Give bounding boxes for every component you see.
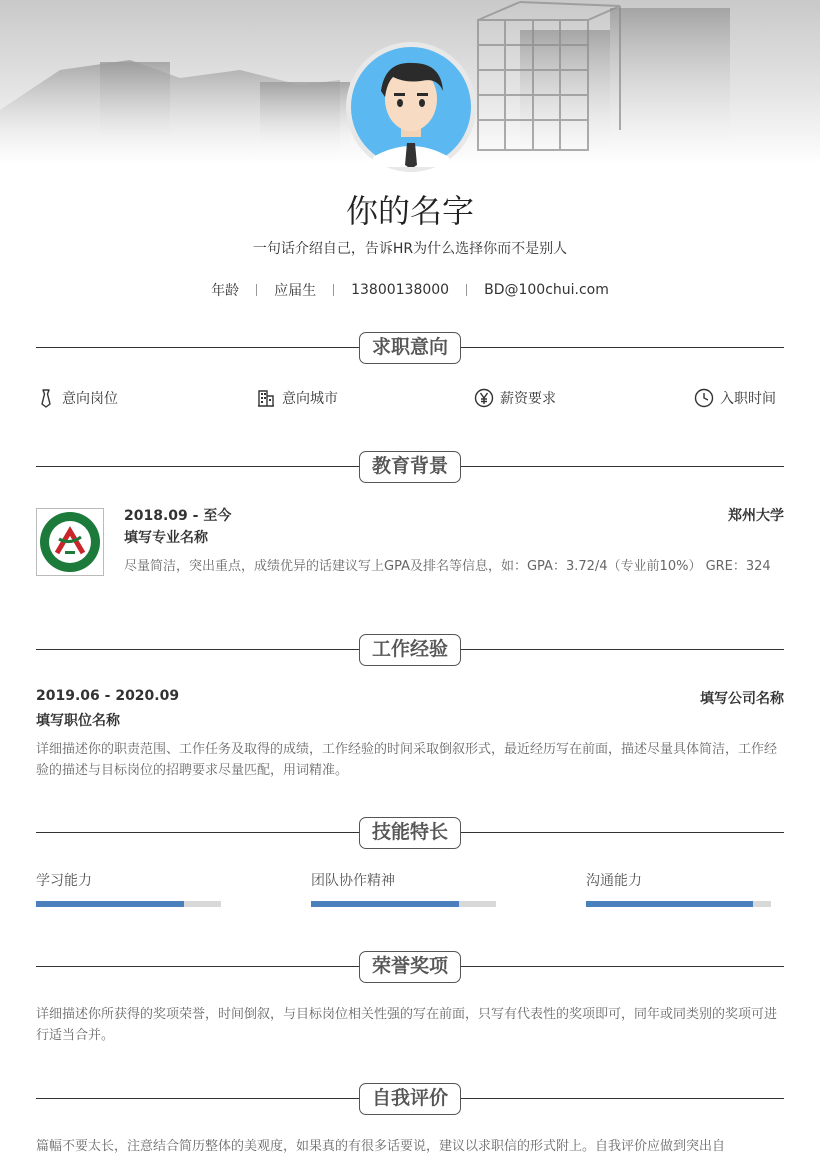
intent-start-label: 入职时间 — [720, 391, 776, 407]
tagline: 一句话介绍自己，告诉HR为什么选择你而不是别人 — [252, 241, 568, 257]
education-major: 填写专业名称 — [124, 530, 208, 546]
intent-position-label: 意向岗位 — [62, 391, 118, 407]
section-intent-heading — [36, 332, 784, 366]
intent-position — [36, 388, 118, 408]
avatar — [346, 42, 476, 172]
skill-bar-fill — [36, 901, 184, 907]
intent-salary-label: 薪资要求 — [500, 391, 556, 407]
self-evaluation-description: 篇幅不要太长，注意结合简历整体的美观度，如果真的有很多话要说，建议以求职信的形式附上。自我评价应做到突出自 — [36, 1139, 726, 1154]
skill-bar-track — [311, 901, 496, 907]
candidate-name: 你的名字 — [345, 192, 474, 230]
section-work-heading — [36, 634, 784, 668]
skill-bar-track — [586, 901, 771, 907]
skill-bar-fill — [311, 901, 459, 907]
honors-description: 详细描述你所获得的奖项荣誉，时间倒叙，与目标岗位相关性强的写在前面，只写有代表性的奖项即可，同年或同类别的奖项可进行适当合并。 — [36, 1007, 778, 1043]
skill-bar-fill — [586, 901, 753, 907]
education-description: 尽量简洁，突出重点，成绩优异的话建议写上GPA及排名等信息，如：GPA：3.72/4（专业前10%） GRE：324 — [124, 559, 771, 574]
skill-bar-track — [36, 901, 221, 907]
intent-salary — [474, 388, 556, 408]
divider — [333, 284, 334, 296]
avatar-illustration — [351, 47, 471, 167]
work-title: 填写职位名称 — [36, 713, 120, 729]
section-title: 工作经验 — [359, 634, 461, 666]
clock-icon — [694, 388, 714, 408]
intent-city-label: 意向城市 — [282, 391, 338, 407]
building-icon — [256, 388, 276, 408]
section-self-heading — [36, 1083, 784, 1117]
school-logo — [36, 508, 104, 576]
section-education-heading — [36, 451, 784, 485]
section-title: 荣誉奖项 — [359, 951, 461, 983]
contact-age: 年龄 — [211, 283, 240, 299]
intent-city — [256, 388, 338, 408]
work-company: 填写公司名称 — [700, 691, 784, 707]
contact-phone: 13800138000 — [351, 282, 450, 298]
section-title: 教育背景 — [359, 451, 461, 483]
contact-info — [0, 280, 820, 300]
section-title: 求职意向 — [359, 332, 461, 364]
skill-label: 沟通能力 — [586, 873, 642, 889]
skill-label: 团队协作精神 — [311, 873, 395, 889]
divider — [256, 284, 257, 296]
skill-item — [311, 870, 496, 890]
work-description: 详细描述你的职责范围、工作任务及取得的成绩，工作经验的时间采取倒叙形式，最近经历写在前面，描述尽量具体简洁，工作经验的描述与目标岗位的招聘要求尽量匹配，用词精准。 — [36, 742, 778, 778]
skill-item — [586, 870, 771, 890]
skill-label: 学习能力 — [36, 873, 92, 889]
education-period: 2018.09 - 至今 — [124, 508, 232, 524]
work-period: 2019.06 - 2020.09 — [36, 688, 180, 704]
section-honors-heading — [36, 951, 784, 985]
section-title: 自我评价 — [359, 1083, 461, 1115]
tie-icon — [36, 388, 56, 408]
contact-email: BD@100chui.com — [484, 282, 609, 298]
education-school: 郑州大学 — [728, 508, 784, 524]
contact-status: 应届生 — [274, 283, 317, 299]
intent-row — [36, 388, 784, 412]
section-title: 技能特长 — [359, 817, 461, 849]
yen-icon — [474, 388, 494, 408]
section-skills-heading — [36, 817, 784, 851]
skill-item — [36, 870, 221, 890]
divider — [466, 284, 467, 296]
intent-start — [694, 388, 776, 408]
